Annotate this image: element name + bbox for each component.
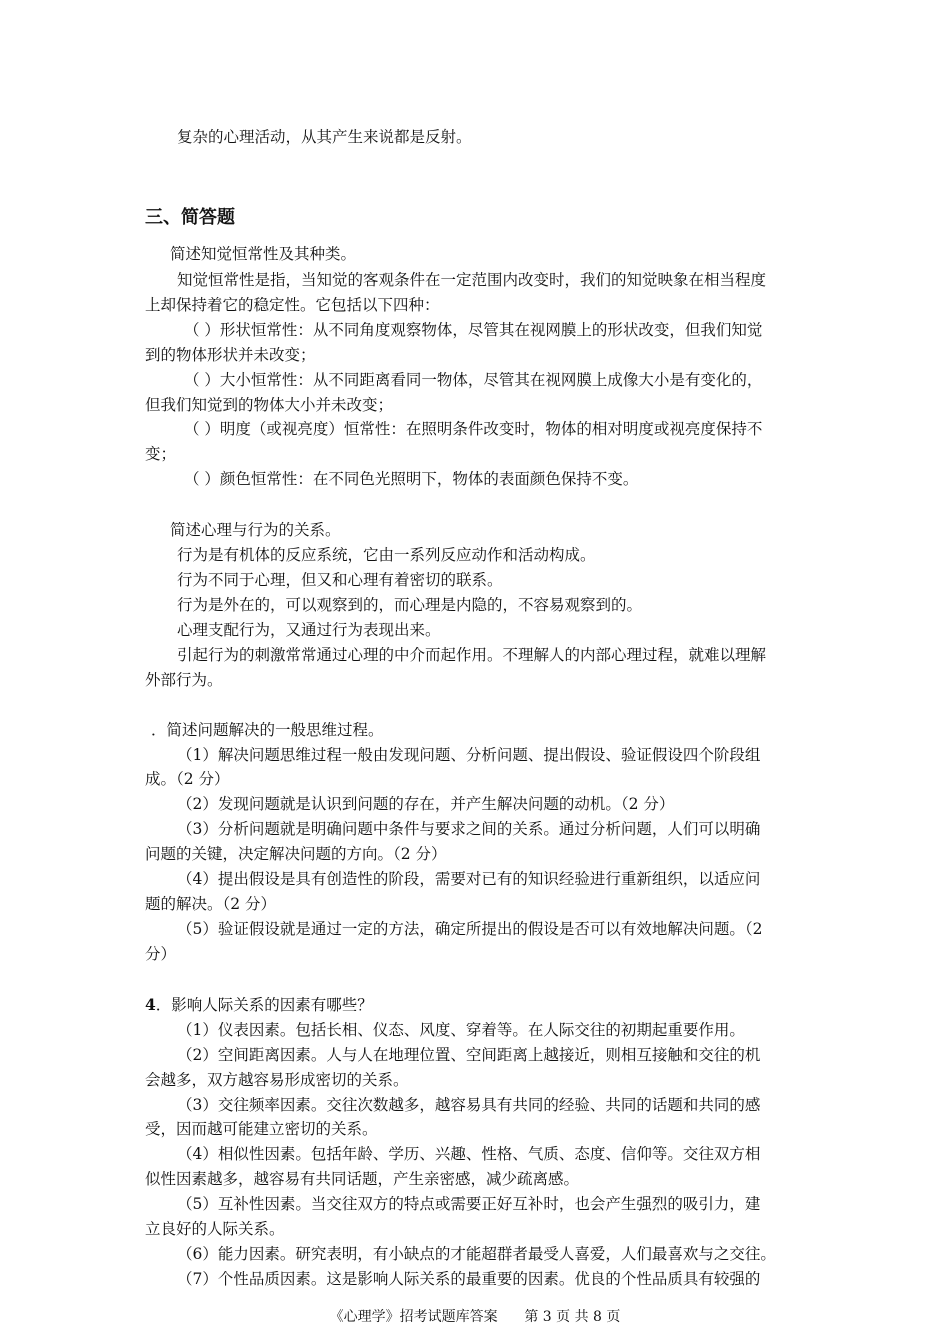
question-4-text: ．影响人际关系的因素有哪些？ bbox=[155, 996, 373, 1014]
question-2-title: 简述心理与行为的关系。 bbox=[170, 521, 341, 539]
answer-4-line: （4）相似性因素。包括年龄、学历、兴趣、性格、气质、态度、信仰等。交往双方相 bbox=[177, 1145, 761, 1163]
answer-3-line: （1）解决问题思维过程一般由发现问题、分析问题、提出假设、验证假设四个阶段组 bbox=[177, 746, 761, 764]
answer-1-line: 上却保持着它的稳定性。它包括以下四种： bbox=[145, 296, 440, 314]
question-4-title bbox=[145, 995, 373, 1015]
footer-page-number: 第 3 页 共 8 页 bbox=[524, 1309, 621, 1325]
answer-3-line: （3）分析问题就是明确问题中条件与要求之间的关系。通过分析问题，人们可以明确 bbox=[177, 820, 761, 838]
answer-1-line: （ ）形状恒常性：从不同角度观察物体，尽管其在视网膜上的形状改变，但我们知觉 bbox=[184, 321, 763, 339]
answer-2-line: 心理支配行为，又通过行为表现出来。 bbox=[177, 621, 441, 639]
answer-3-line: 分） bbox=[145, 945, 177, 963]
answer-2-line: 行为是有机体的反应系统，它由一系列反应动作和活动构成。 bbox=[177, 546, 596, 564]
answer-3-line: 题的解决。（2 分） bbox=[145, 895, 277, 913]
answer-4-line: （7）个性品质因素。这是影响人际关系的最重要的因素。优良的个性品质具有较强的 bbox=[177, 1270, 761, 1288]
question-3-title: ．简述问题解决的一般思维过程。 bbox=[151, 721, 384, 739]
answer-4-line: （6）能力因素。研究表明，有小缺点的才能超群者最受人喜爱，人们最喜欢与之交往。 bbox=[177, 1245, 776, 1263]
answer-1-line: （ ）大小恒常性：从不同距离看同一物体，尽管其在视网膜上成像大小是有变化的， bbox=[184, 371, 763, 389]
answer-2-line: 行为不同于心理，但又和心理有着密切的联系。 bbox=[177, 571, 503, 589]
answer-1-line: 知觉恒常性是指，当知觉的客观条件在一定范围内改变时，我们的知觉映象在相当程度 bbox=[177, 271, 767, 289]
answer-3-line: 问题的关键，决定解决问题的方向。（2 分） bbox=[145, 845, 447, 863]
answer-3-line: （2）发现问题就是认识到问题的存在，并产生解决问题的动机。（2 分） bbox=[177, 795, 675, 813]
answer-4-line: （1）仪表因素。包括长相、仪态、风度、穿着等。在人际交往的初期起重要作用。 bbox=[177, 1021, 745, 1039]
answer-4-line: 似性因素越多，越容易有共同话题，产生亲密感，减少疏离感。 bbox=[145, 1170, 580, 1188]
continuation-text: 复杂的心理活动，从其产生来说都是反射。 bbox=[177, 128, 472, 146]
answer-2-line: 引起行为的刺激常常通过心理的中介而起作用。不理解人的内部心理过程，就难以理解 bbox=[177, 646, 767, 664]
answer-1-line: 变； bbox=[145, 445, 177, 463]
answer-1-line: 到的物体形状并未改变； bbox=[145, 346, 316, 364]
answer-4-line: （5）互补性因素。当交往双方的特点或需要正好互补时，也会产生强烈的吸引力，建 bbox=[177, 1195, 761, 1213]
answer-4-line: 立良好的人际关系。 bbox=[145, 1220, 285, 1238]
page-footer bbox=[0, 1306, 950, 1326]
answer-2-line: 外部行为。 bbox=[145, 671, 223, 689]
answer-1-line: 但我们知觉到的物体大小并未改变； bbox=[145, 396, 394, 414]
answer-3-line: （4）提出假设是具有创造性的阶段，需要对已有的知识经验进行重新组织，以适应问 bbox=[177, 870, 761, 888]
answer-4-line: （3）交往频率因素。交往次数越多，越容易具有共同的经验、共同的话题和共同的感 bbox=[177, 1096, 761, 1114]
answer-3-line: 成。（2 分） bbox=[145, 770, 230, 788]
answer-2-line: 行为是外在的，可以观察到的，而心理是内隐的，不容易观察到的。 bbox=[177, 596, 643, 614]
answer-1-line: （ ）明度（或视亮度）恒常性：在照明条件改变时，物体的相对明度或视亮度保持不 bbox=[184, 420, 763, 438]
answer-3-line: （5）验证假设就是通过一定的方法，确定所提出的假设是否可以有效地解决问题。（2 bbox=[177, 920, 763, 938]
answer-1-line: （ ）颜色恒常性：在不同色光照明下，物体的表面颜色保持不变。 bbox=[184, 470, 639, 488]
question-4-number: 4 bbox=[145, 995, 156, 1014]
section-title: 三、简答题 bbox=[145, 207, 235, 228]
answer-4-line: 受，因而越可能建立密切的关系。 bbox=[145, 1120, 378, 1138]
answer-4-line: （2）空间距离因素。人与人在地理位置、空间距离上越接近，则相互接触和交往的机 bbox=[177, 1046, 761, 1064]
question-1-title: 简述知觉恒常性及其种类。 bbox=[170, 245, 357, 263]
footer-title: 《心理学》招考试题库答案 bbox=[329, 1309, 498, 1325]
answer-4-line: 会越多，双方越容易形成密切的关系。 bbox=[145, 1071, 409, 1089]
